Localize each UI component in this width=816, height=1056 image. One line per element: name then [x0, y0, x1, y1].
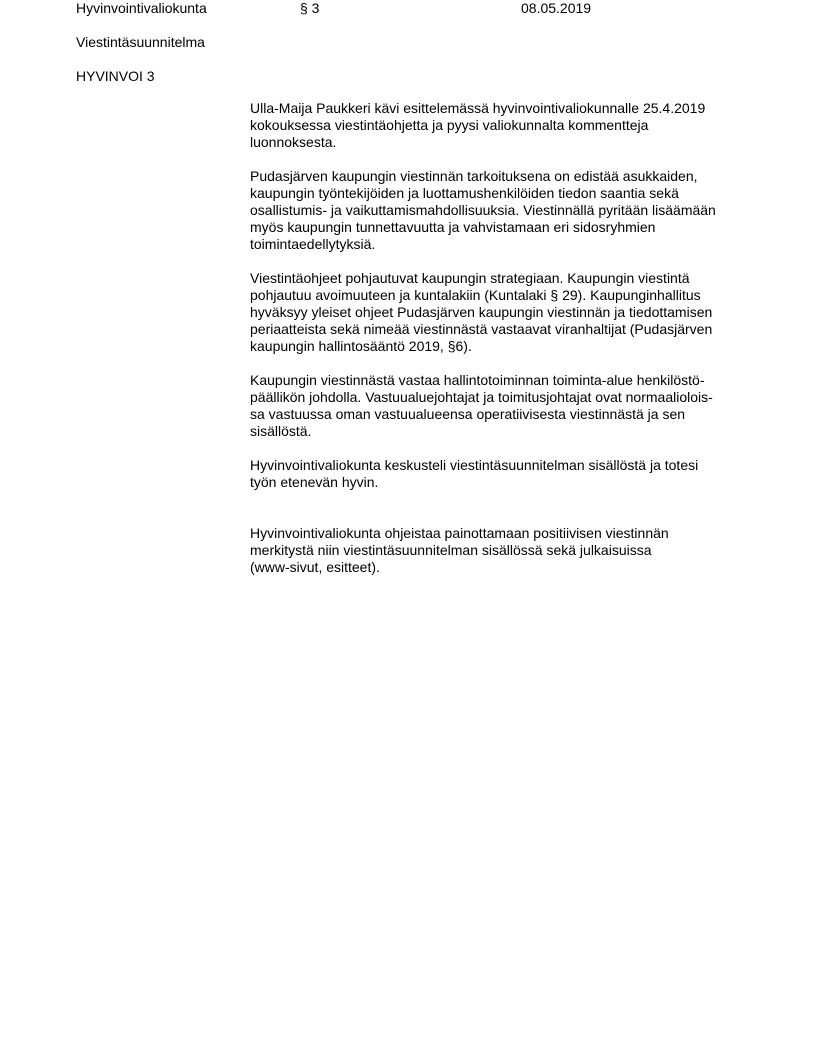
paragraph-purpose: Pudasjärven kaupungin viestinnän tarkoituksena on edistää asukkaiden, kaupungin työntekijöiden ja luottamushenkilöiden tiedon saantia sekä osallistumis- ja vaikuttamismahdollisuuksia. Viestinnällä pyritään lisäämään myös kaupungin tunnettavuutta ja vahvistamaan eri sidosryhmien toimintaedellytyksiä. — [250, 168, 716, 252]
paragraph-responsibility: Kaupungin viestinnästä vastaa hallintotoiminnan toiminta-alue henkilöstö- päällikön johdolla. Vastuualuejohtajat ja toimitusjohtajat ovat normaaliolois- sa vastuussa oman vastuualueensa operatiivisesta viestinnästä ja sen sisällöstä. — [250, 372, 713, 439]
agenda-subject: Viestintäsuunnitelma — [76, 34, 205, 50]
document-reference: HYVINVOI 3 — [76, 68, 155, 84]
meeting-date: 08.05.2019 — [521, 0, 592, 16]
paragraph-presentation: Ulla-Maija Paukkeri kävi esittelemässä hyvinvointivaliokunnalle 25.4.2019 kokouksessa viestintäohjetta ja pyysi valiokunnalta kommentteja luonnoksesta. — [250, 100, 706, 150]
paragraph-strategy: Viestintäohjeet pohjautuvat kaupungin strategiaan. Kaupungin viestintä pohjautuu avoimuuteen ja kuntalakiin (Kuntalaki § 29). Kaupunginhallitus hyväksyy yleiset ohjeet Pudasjärven kaupungin viestinnän ja tiedottamisen periaatteista sekä nimeää viestinnästä vastaavat viranhaltijat (Pudasjärven kaupungin hallintosääntö 2019, §6). — [250, 270, 713, 354]
paragraph-discussion: Hyvinvointivaliokunta keskusteli viestintäsuunnitelman sisällöstä ja totesi työn etenevän hyvin. — [250, 457, 699, 490]
section-number: § 3 — [300, 0, 320, 16]
paragraph-decision: Hyvinvointivaliokunta ohjeistaa painottamaan positiivisen viestinnän merkitystä niin viestintäsuunnitelman sisällössä sekä julkaisuissa (www-sivut, esitteet). — [250, 525, 669, 575]
committee-name: Hyvinvointivaliokunta — [76, 0, 207, 16]
minutes-body — [250, 100, 750, 576]
